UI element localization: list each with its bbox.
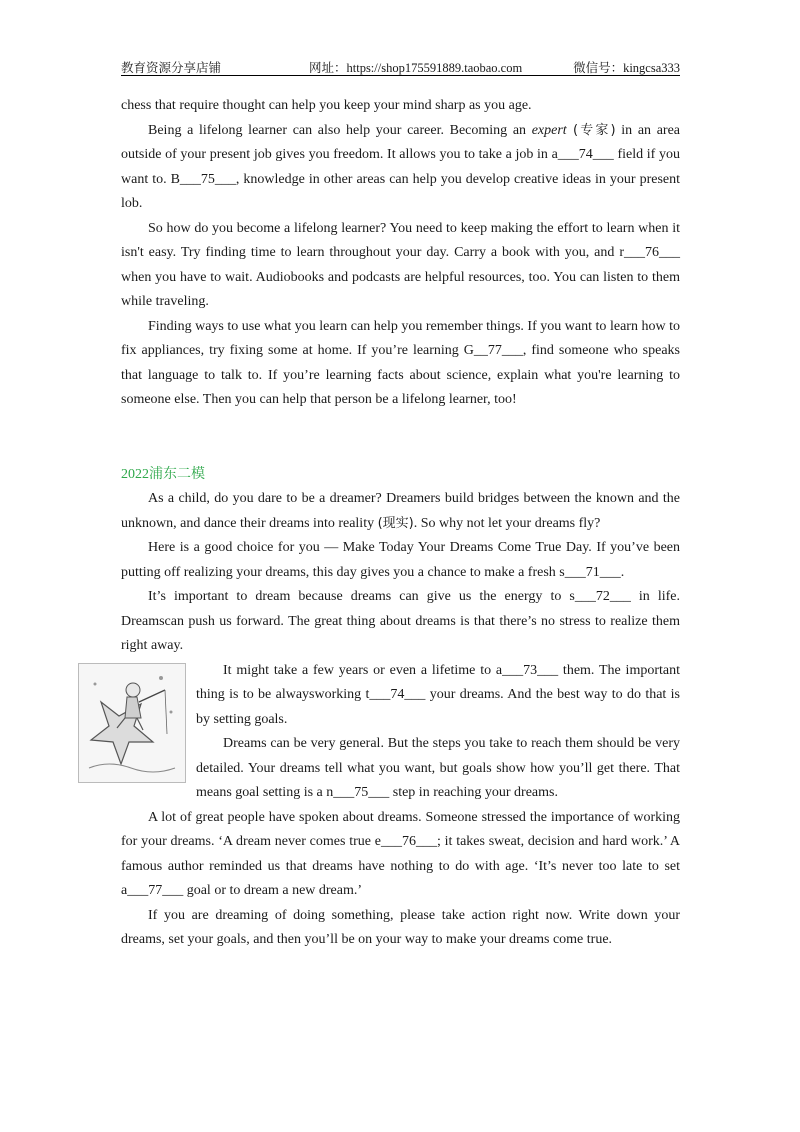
- passage2-paragraph-5: Dreams can be very general. But the steps you take to reach them should be very detailed. Your dreams tell what you want, but goals show how you’ll get there. That means goal setting is a n___75___ step in reaching your dreams.: [196, 736, 680, 800]
- passage2-paragraph-3: It’s important to dream because dreams can give us the energy to s___72___ in life. Dreamscan push us forward. The great thing about dreams is that there’s no stress to realize them right away.: [121, 589, 680, 653]
- header-wechat: 微信号：kingcsa333: [573, 61, 680, 75]
- illustrated-block: [121, 659, 680, 806]
- passage1-paragraph-4: Finding ways to use what you learn can help you remember things. If you want to learn how to fix appliances, try fixing some at home. If you’re learning G__77___, find someone who speaks that language to talk to. If you’re learning facts about science, explain what you're learning to someone else. Then you can help that person be a lifelong learner, too!: [121, 318, 680, 407]
- passage1-p2-text-a: Being a lifelong learner can also help your career. Becoming an: [148, 122, 532, 138]
- passage1-p2-expert-word: expert: [531, 122, 567, 138]
- star-dreamer-illustration: [78, 663, 186, 783]
- passage1-paragraph-1: chess that require thought can help you keep your mind sharp as you age.: [121, 98, 532, 113]
- passage1-p2-text-b: in an area outside of your present job gives you freedom. It allows you to take a job in a___74___ field if you want to. B___75___, knowledge in other areas can help you develop creative ideas in your present lob.: [121, 122, 681, 211]
- star-illustration-icon: [79, 664, 185, 782]
- header-url: 网址：https://shop175591889.taobao.com: [309, 61, 523, 75]
- section-spacer: [121, 413, 680, 463]
- document-body: [121, 94, 680, 953]
- passage2-paragraph-2: Here is a good choice for you — Make Today Your Dreams Come True Day. If you’ve been putting off realizing your dreams, this day gives you a chance to make a fresh s___71___.: [121, 540, 680, 580]
- page-header: [121, 56, 680, 76]
- passage2-p1-text-b: . So why not let your dreams fly?: [413, 515, 601, 531]
- header-shop-name: 教育资源分享店铺: [121, 61, 222, 75]
- passage2-p1-gloss: (现实): [377, 515, 414, 531]
- passage2-paragraph-4: It might take a few years or even a lifetime to a___73___ them. The important thing is to be alwaysworking t___74___ your dreams. And the best way to do that is by setting goals.: [196, 662, 680, 727]
- passage1-paragraph-3: So how do you become a lifelong learner? You need to keep making the effort to learn when it isn't easy. Try finding time to learn throughout your day. Carry a book with you, and r___76___ when you have to wait. Audiobooks and podcasts are helpful resources, too. You can listen to them while traveling.: [121, 220, 680, 309]
- section-source-tag: 2022浦东二模: [121, 466, 205, 482]
- passage1-paragraph-2: [121, 119, 680, 217]
- passage1-p2-gloss: (专家): [566, 122, 616, 138]
- passage2-paragraph-7: If you are dreaming of doing something, please take action right now. Write down your dreams, set your goals, and then you’ll be on your way to make your dreams come true.: [121, 907, 680, 947]
- passage2-p1-text-a: As a child, do you dare to be a dreamer? Dreamers build bridges between the known and the unknown, and dance their dreams into reality: [121, 491, 680, 531]
- passage2-paragraph-6: A lot of great people have spoken about dreams. Someone stressed the importance of working for your dreams. ‘A dream never comes true e___76___; it takes sweat, decision and hard work.’ A famous author reminded us that dreams have nothing to do with age. ‘It’s never too late to set a___77___ goal or to dream a new dream.’: [121, 809, 680, 898]
- passage2-paragraph-1: [121, 487, 680, 536]
